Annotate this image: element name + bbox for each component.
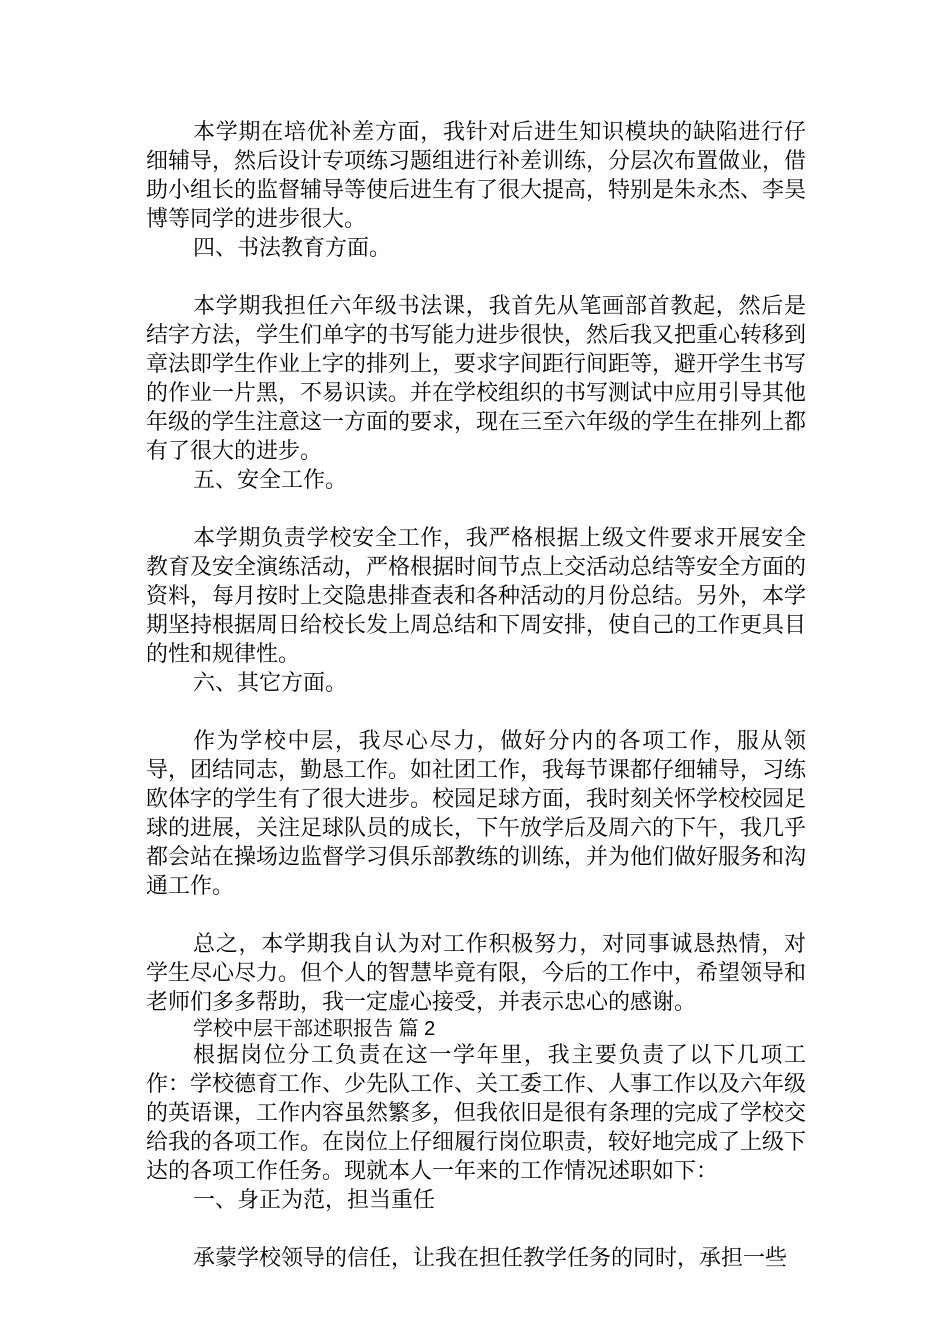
- report-title: 学校中层干部述职报告 篇 2: [193, 1018, 436, 1040]
- document-page: [146, 118, 806, 1273]
- heading-role-model: 一、身正为范，担当重任: [193, 1188, 436, 1213]
- heading-safety: 五、安全工作。: [193, 468, 348, 493]
- paragraph-safety: 本学期负责学校安全工作，我严格根据上级文件要求开展安全教育及安全演练活动，严格根据时间节点上交活动总结等安全方面的资料，每月按时上交隐患排查表和各种活动的月份总结。另外，本学期坚持根据周日给校长发上周总结和下周安排，使自己的工作更具目的性和规律性。: [146, 526, 807, 667]
- paragraph-tutoring: 本学期在培优补差方面，我针对后进生知识模块的缺陷进行仔细辅导，然后设计专项练习题组进行补差训练，分层次布置做业，借助小组长的监督辅导等使后进生有了很大提高，特别是朱永杰、李昊博等同学的进步很大。: [146, 120, 807, 232]
- paragraph-calligraphy: 本学期我担任六年级书法课，我首先从笔画部首教起，然后是结字方法，学生们单字的书写能力进步很快，然后我又把重心转移到章法即学生作业上字的排列上，要求字间距行间距等，避开学生书写的作业一片黑，不易识读。并在学校组织的书写测试中应用引导其他年级的学生注意这一方面的要求，现在三至六年级的学生在排列上都有了很大的进步。: [146, 294, 807, 464]
- paragraph-summary: 总之，本学期我自认为对工作积极努力，对同事诚恳热情，对学生尽心尽力。但个人的智慧毕竟有限，今后的工作中，希望领导和老师们多多帮助，我一定虚心接受，并表示忠心的感谢。: [146, 932, 807, 1015]
- paragraph-other: 作为学校中层，我尽心尽力，做好分内的各项工作，服从领导，团结同志，勤恳工作。如社团工作，我每节课都仔细辅导，习练欧体字的学生有了很大进步。校园足球方面，我时刻关怀学校校园足球的进展，关注足球队员的成长，下午放学后及周六的下午，我几乎都会站在操场边监督学习俱乐部教练的训练，并为他们做好服务和沟通工作。: [146, 729, 807, 899]
- heading-calligraphy: 四、书法教育方面。: [193, 236, 392, 261]
- paragraph-duties: 根据岗位分工负责在这一学年里，我主要负责了以下几项工作：学校德育工作、少先队工作、关工委工作、人事工作以及六年级的英语课，工作内容虽然繁多，但我依旧是很有条理的完成了学校交给我的各项工作。在岗位上仔细履行岗位职责，较好地完成了上级下达的各项工作任务。现就本人一年来的工作情况述职如下：: [146, 1043, 807, 1184]
- paragraph-trust: 承蒙学校领导的信任，让我在担任教学任务的同时，承担一些: [193, 1246, 788, 1271]
- heading-other: 六、其它方面。: [193, 671, 348, 696]
